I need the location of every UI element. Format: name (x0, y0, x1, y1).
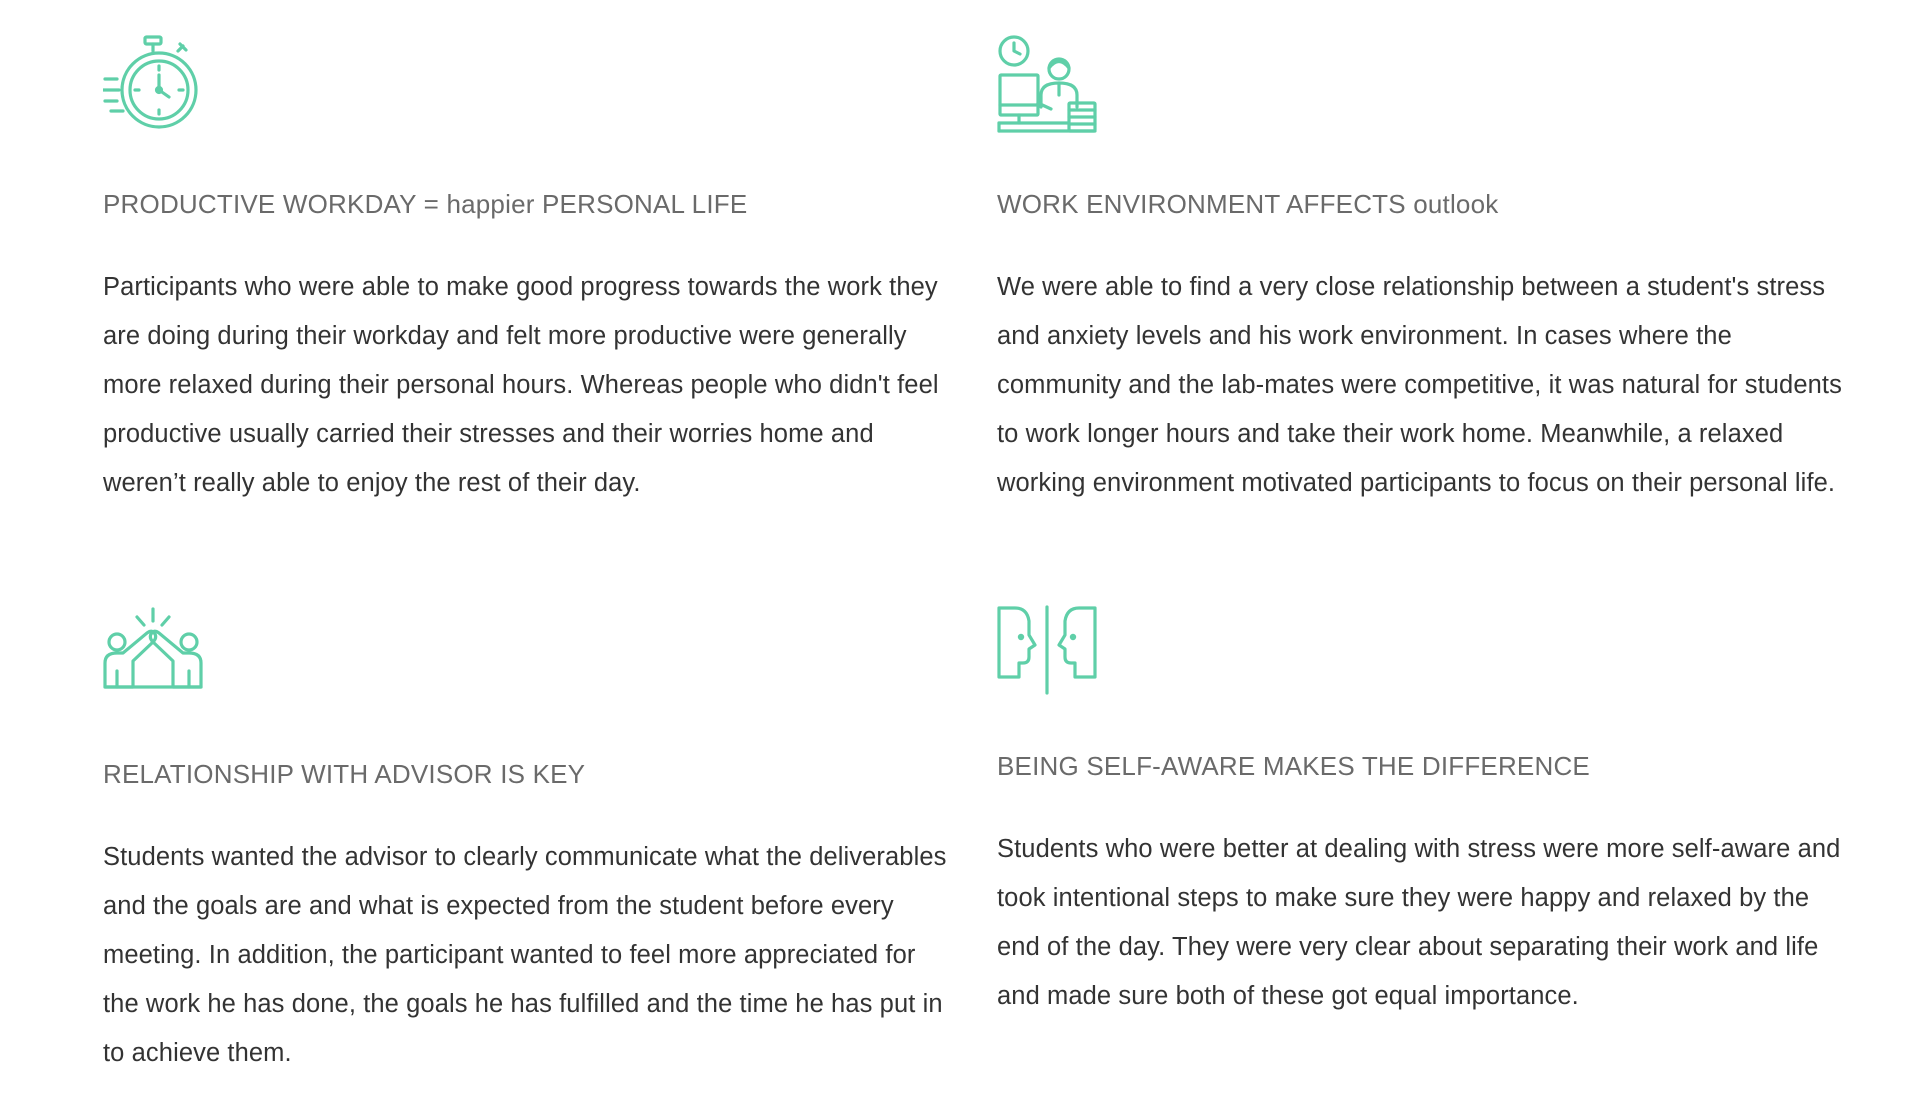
card-heading: WORK ENVIRONMENT AFFECTS outlook (997, 189, 1499, 219)
finding-card-work-environment (997, 35, 1847, 497)
card-heading: BEING SELF-AWARE MAKES THE DIFFERENCE (997, 751, 1590, 781)
finding-card-self-aware (997, 605, 1847, 1010)
card-body: Students wanted the advisor to clearly communicate what the deliverables and the goals are and what is expected from the student before every meeting. In addition, the participant wanted to feel more appreciated for the work he has done, the goals he has fulfilled and the time he has put in to achieve them. (103, 843, 947, 1067)
two-faces-icon (997, 605, 1097, 705)
finding-card-advisor-relationship (103, 605, 953, 1067)
card-heading: PRODUCTIVE WORKDAY = happier PERSONAL LIFE (103, 189, 748, 219)
card-heading: RELATIONSHIP WITH ADVISOR IS KEY (103, 759, 586, 789)
desk-worker-icon (997, 35, 1097, 135)
card-body: We were able to find a very close relationship between a student's stress and anxiety levels and his work environment. In cases where the community and the lab-mates were competitive, it was natural for students to work longer hours and take their work home. Meanwhile, a relaxed working environment motivated participants to focus on their personal life. (997, 273, 1842, 497)
high-five-icon (103, 605, 203, 705)
card-body: Participants who were able to make good progress towards the work they are doing during their workday and felt more productive were generally more relaxed during their personal hours. Whereas people who didn't feel productive usually carried their stresses and their worries home and weren’t really able to enjoy the rest of their day. (103, 273, 939, 497)
stopwatch-icon (103, 35, 203, 135)
finding-card-productive-workday (103, 35, 953, 497)
card-body: Students who were better at dealing with stress were more self-aware and took intentional steps to make sure they were happy and relaxed by the end of the day. They were very clear about separating their work and life and made sure both of these got equal importance. (997, 835, 1841, 1010)
